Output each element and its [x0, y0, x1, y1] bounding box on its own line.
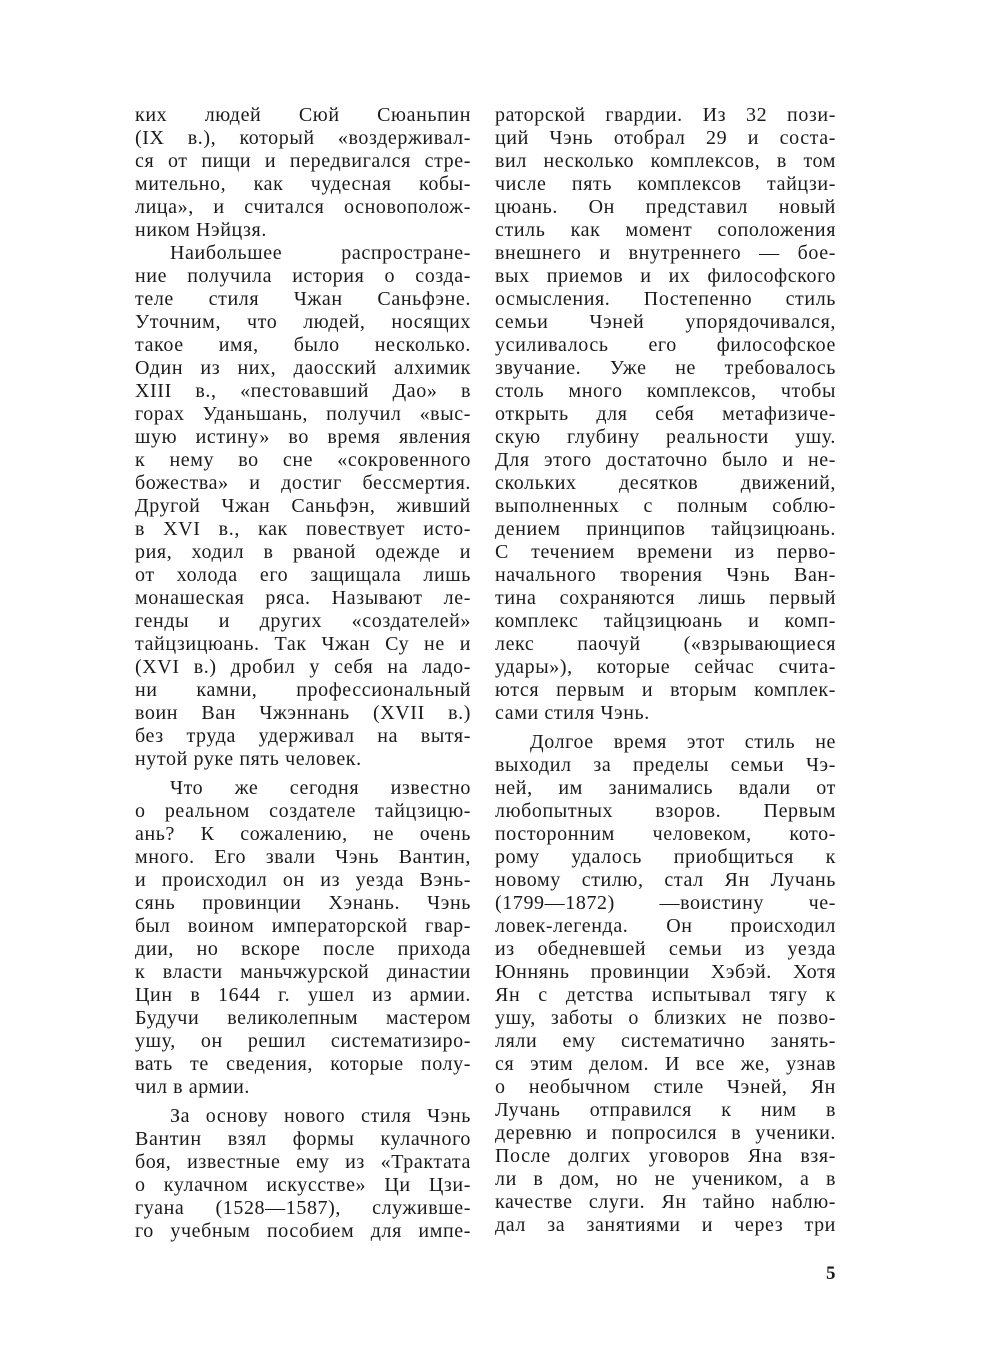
text-line: столь много комплексов, чтобы	[495, 380, 836, 402]
text-line: дением принципов тайцзицюань.	[495, 518, 836, 540]
text-line: от холода его защищала лишь	[135, 564, 471, 586]
text-line: боя, известные ему из «Трактата	[135, 1151, 471, 1173]
page-number: 5	[826, 1263, 836, 1284]
text-line: раторской гвардии. Из 32 пози-	[495, 104, 836, 126]
text-line: деревню и попросился в ученики.	[495, 1122, 836, 1144]
text-line: ляли ему систематично занять-	[495, 1030, 836, 1052]
text-line: воин Ван Чжэннань (XVII в.)	[135, 702, 471, 724]
text-line: качестве слуги. Ян тайно наблю-	[495, 1191, 836, 1213]
text-line: цюань. Он представил новый	[495, 196, 836, 218]
text-line: числе пять комплексов тайцзи-	[495, 173, 836, 195]
text-line: лекс паочуй («взрывающиеся	[495, 633, 836, 655]
text-line: Долгое время этот стиль не	[530, 731, 836, 753]
paragraph	[135, 104, 471, 242]
text-line: удары»), которые сейчас счита-	[495, 656, 836, 678]
text-line: Наибольшее распростране-	[170, 242, 471, 264]
text-line: монашеская ряса. Называют ле-	[135, 587, 471, 609]
text-line: осмысления. Постепенно стиль	[495, 288, 836, 310]
text-line: гуана (1528—1587), служивше-	[135, 1197, 471, 1219]
text-line: посторонним человеком, кото-	[495, 823, 836, 845]
text-line: был воином императорской гвар-	[135, 915, 471, 937]
text-line: вать те сведения, которые полу-	[135, 1053, 471, 1075]
text-line: (1799—1872) —воистину че-	[495, 892, 836, 914]
text-line: ли в дом, но не учеником, а в	[495, 1168, 836, 1190]
text-line: ушу, заботы о близких не позво-	[495, 1007, 836, 1029]
text-line: ние получила история о созда-	[135, 265, 471, 287]
text-line: ся от пищи и передвигался стре-	[135, 150, 471, 172]
text-line: После долгих уговоров Яна взя-	[495, 1145, 836, 1167]
text-line: сянь провинции Хэнань. Чэнь	[135, 892, 471, 914]
text-line: тайцзицюань. Так Чжан Су не и	[135, 633, 471, 655]
text-line: Ян с детства испытывал тягу к	[495, 984, 836, 1006]
text-line: Будучи великолепным мастером	[135, 1007, 471, 1029]
text-line: ких людей Сюй Сюаньпин	[135, 104, 471, 126]
text-line: скольких десятков движений,	[495, 472, 836, 494]
text-line: в XVI в., как повествует исто-	[135, 518, 471, 540]
text-line: вил несколько комплексов, в том	[495, 150, 836, 172]
text-line: Один из них, даосский алхимик	[135, 357, 471, 379]
text-line: усиливалось его философское	[495, 334, 836, 356]
text-line: тина сохраняются лишь первый	[495, 587, 836, 609]
text-line: ань? К сожалению, не очень	[135, 823, 471, 845]
text-line: о кулачном искусстве» Ци Цзи-	[135, 1174, 471, 1196]
text-line: горах Уданьшань, получил «выс-	[135, 403, 471, 425]
text-line: вых приемов и их философского	[495, 265, 836, 287]
text-line: ником Нэйцзя.	[135, 219, 267, 241]
text-line: го учебным пособием для импе-	[135, 1220, 471, 1242]
text-line: выполненных с полным соблю-	[495, 495, 836, 517]
text-line: скую глубину реальности ушу.	[495, 426, 836, 448]
text-line: (IX в.), который «воздерживал-	[135, 127, 471, 149]
text-line: новому стилю, стал Ян Лучань	[495, 869, 836, 891]
text-line: Другой Чжан Саньфэн, живший	[135, 495, 471, 517]
text-line: Вантин взял формы кулачного	[135, 1128, 471, 1150]
text-line: Что же сегодня известно	[170, 777, 471, 799]
text-line: рия, ходил в рваной одежде и	[135, 541, 471, 563]
text-line: много. Его звали Чэнь Вантин,	[135, 846, 471, 868]
paragraph	[495, 731, 836, 1237]
text-line: ни камни, профессиональный	[135, 679, 471, 701]
text-line: ются первым и вторым комплек-	[495, 679, 836, 701]
text-line: открыть для себя метафизиче-	[495, 403, 836, 425]
text-line: о необычном стиле Чэней, Ян	[495, 1076, 836, 1098]
paragraph	[135, 242, 471, 771]
text-line: Юннянь провинции Хэбэй. Хотя	[495, 961, 836, 983]
text-line: ловек-легенда. Он происходил	[495, 915, 836, 937]
text-line: Лучань отправился к ним в	[495, 1099, 836, 1121]
text-line: (XVI в.) дробил у себя на ладо-	[135, 656, 471, 678]
text-line: без труда удерживал на вытя-	[135, 725, 471, 747]
text-line: дал за занятиями и через три	[495, 1214, 836, 1236]
text-line: звучание. Уже не требовалось	[495, 357, 836, 379]
text-line: нутой руке пять человек.	[135, 748, 362, 770]
text-line: божества» и достиг бессмертия.	[135, 472, 471, 494]
text-line: и происходил он из уезда Вэнь-	[135, 869, 471, 891]
text-line: о реальном создателе тайцзицю-	[135, 800, 471, 822]
text-line: Уточним, что людей, носящих	[135, 311, 471, 333]
text-column-left	[135, 104, 471, 1243]
text-line: ушу, он решил систематизиро-	[135, 1030, 471, 1052]
text-line: комплекс тайцзицюань и комп-	[495, 610, 836, 632]
text-line: С течением времени из перво-	[495, 541, 836, 563]
text-line: стиль как момент соположения	[495, 219, 836, 241]
text-line: дии, но вскоре после прихода	[135, 938, 471, 960]
text-line: ций Чэнь отобрал 29 и соста-	[495, 127, 836, 149]
text-line: шую истину» во время явления	[135, 426, 471, 448]
text-line: ся этим делом. И все же, узнав	[495, 1053, 836, 1075]
text-line: внешнего и внутреннего — бое-	[495, 242, 836, 264]
text-line: XIII в., «пестовавший Дао» в	[135, 380, 471, 402]
text-line: генды и других «создателей»	[135, 610, 471, 632]
text-line: семьи Чэней упорядочивался,	[495, 311, 836, 333]
text-line: сами стиля Чэнь.	[495, 702, 650, 724]
text-line: мительно, как чудесная кобы-	[135, 173, 471, 195]
text-line: выходил за пределы семьи Чэ-	[495, 754, 836, 776]
paragraph	[135, 1105, 471, 1243]
text-column-right	[495, 104, 836, 1237]
paragraph	[135, 777, 471, 1099]
text-line: чил в армии.	[135, 1076, 251, 1098]
text-line: начального творения Чэнь Ван-	[495, 564, 836, 586]
text-line: теле стиля Чжан Саньфэне.	[135, 288, 471, 310]
text-line: такое имя, было несколько.	[135, 334, 471, 356]
text-line: из обедневшей семьи из уезда	[495, 938, 836, 960]
text-line: к власти маньчжурской династии	[135, 961, 471, 983]
text-line: ней, им занимались вдали от	[495, 777, 836, 799]
text-line: к нему во сне «сокровенного	[135, 449, 471, 471]
text-line: Для этого достаточно было и не-	[495, 449, 836, 471]
paragraph	[495, 104, 836, 725]
text-line: рому удалось приобщиться к	[495, 846, 836, 868]
text-line: лица», и считался основополож-	[135, 196, 471, 218]
text-line: За основу нового стиля Чэнь	[170, 1105, 471, 1127]
text-line: Цин в 1644 г. ушел из армии.	[135, 984, 471, 1006]
text-line: любопытных взоров. Первым	[495, 800, 836, 822]
